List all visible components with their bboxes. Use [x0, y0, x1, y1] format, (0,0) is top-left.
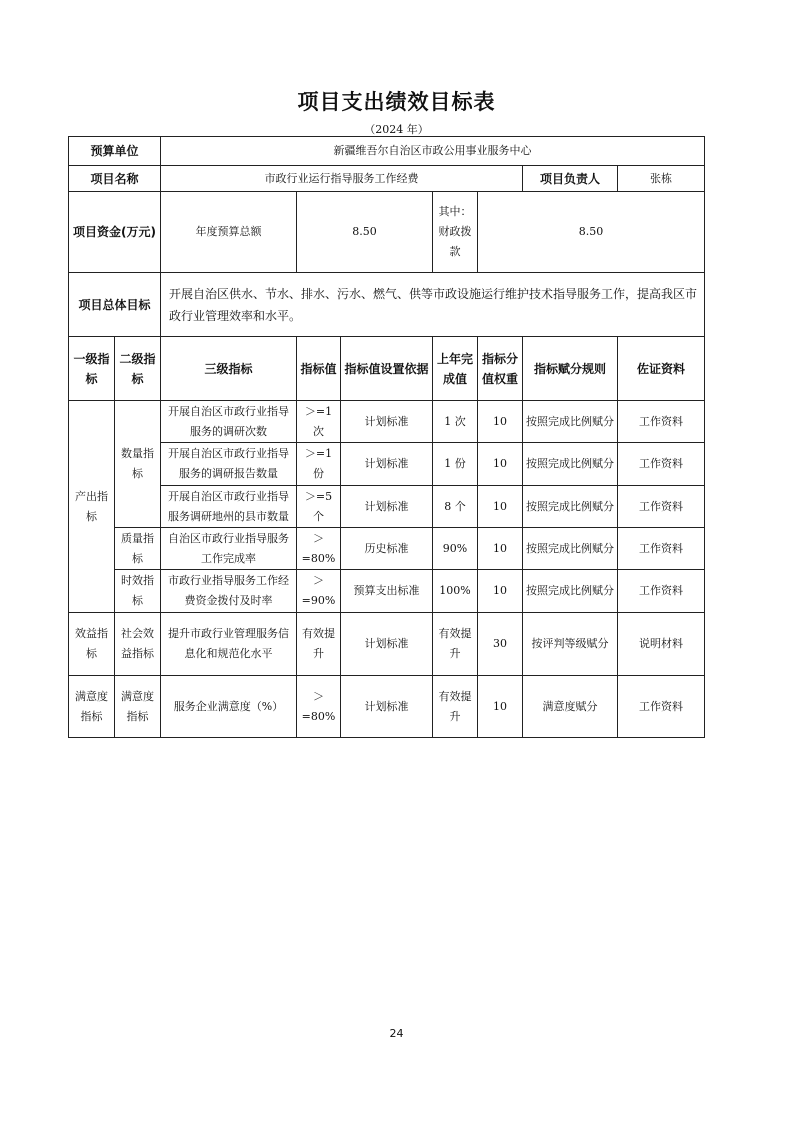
overall-goal-row [69, 273, 705, 337]
table-row [69, 528, 705, 570]
project-name-value: 市政行业运行指导服务工作经费 [161, 166, 523, 192]
table-row [69, 613, 705, 676]
table-row [69, 486, 705, 528]
weight: 10 [478, 570, 523, 613]
page-title: 项目支出绩效目标表 [297, 90, 496, 114]
last-year-value: 90% [433, 528, 478, 570]
indicator-basis: 计划标准 [341, 443, 433, 486]
scoring-rule: 按照完成比例赋分 [523, 401, 618, 443]
column-header-row [69, 337, 705, 401]
col-level3: 三级指标 [161, 337, 297, 401]
group-quantity: 数量指标 [115, 401, 161, 528]
indicator-basis: 计划标准 [341, 613, 433, 676]
indicator-value: ＞=1次 [297, 401, 341, 443]
annual-budget-value: 8.50 [297, 192, 433, 273]
annual-budget-label: 年度预算总额 [161, 192, 297, 273]
table-row [69, 570, 705, 613]
scoring-rule: 按照完成比例赋分 [523, 528, 618, 570]
indicator: 市政行业指导服务工作经费资金拨付及时率 [161, 570, 297, 613]
evidence: 工作资料 [618, 443, 705, 486]
indicator: 自治区市政行业指导服务工作完成率 [161, 528, 297, 570]
indicator: 开展自治区市政行业指导服务的调研次数 [161, 401, 297, 443]
col-last-year: 上年完成值 [433, 337, 478, 401]
weight: 10 [478, 676, 523, 738]
scoring-rule: 按照完成比例赋分 [523, 570, 618, 613]
project-leader-value: 张栋 [618, 166, 705, 192]
last-year-value: 有效提升 [433, 676, 478, 738]
weight: 10 [478, 443, 523, 486]
indicator-value: ＞=90% [297, 570, 341, 613]
indicator-value: ＞=80% [297, 528, 341, 570]
fiscal-value: 8.50 [478, 192, 705, 273]
indicator-value: ＞=5个 [297, 486, 341, 528]
col-level1: 一级指标 [69, 337, 115, 401]
last-year-value: 有效提升 [433, 613, 478, 676]
evidence: 说明材料 [618, 613, 705, 676]
budget-unit-value: 新疆维吾尔自治区市政公用事业服务中心 [161, 137, 705, 166]
group-satisfaction: 满意度指标 [69, 676, 115, 738]
group-satisfaction-sub: 满意度指标 [115, 676, 161, 738]
indicator-value: ＞=1份 [297, 443, 341, 486]
goal-label: 项目总体目标 [69, 273, 161, 337]
evidence: 工作资料 [618, 676, 705, 738]
group-quality: 质量指标 [115, 528, 161, 570]
last-year-value: 1 份 [433, 443, 478, 486]
budget-unit-label: 预算单位 [69, 137, 161, 166]
indicator: 提升市政行业管理服务信息化和规范化水平 [161, 613, 297, 676]
year-label: （2024 年） [364, 123, 429, 136]
performance-table [68, 136, 705, 738]
col-level2: 二级指标 [115, 337, 161, 401]
weight: 10 [478, 401, 523, 443]
project-name-row [69, 166, 705, 192]
table-row [69, 401, 705, 443]
table-row [69, 676, 705, 738]
budget-unit-row [69, 137, 705, 166]
col-value: 指标值 [297, 337, 341, 401]
scoring-rule: 按评判等级赋分 [523, 613, 618, 676]
project-name-label: 项目名称 [69, 166, 161, 192]
scoring-rule: 按照完成比例赋分 [523, 443, 618, 486]
col-weight: 指标分值权重 [478, 337, 523, 401]
page-number: 24 [389, 1027, 404, 1040]
indicator-basis: 预算支出标准 [341, 570, 433, 613]
weight: 10 [478, 486, 523, 528]
indicator: 开展自治区市政行业指导服务的调研报告数量 [161, 443, 297, 486]
indicator-basis: 计划标准 [341, 486, 433, 528]
table-row [69, 443, 705, 486]
col-rule: 指标赋分规则 [523, 337, 618, 401]
group-social: 社会效益指标 [115, 613, 161, 676]
indicator-value: ＞=80% [297, 676, 341, 738]
project-fund-row [69, 192, 705, 273]
indicator-value: 有效提升 [297, 613, 341, 676]
weight: 10 [478, 528, 523, 570]
project-leader-label: 项目负责人 [523, 166, 618, 192]
evidence: 工作资料 [618, 570, 705, 613]
fund-label: 项目资金(万元) [69, 192, 161, 273]
goal-value: 开展自治区供水、节水、排水、污水、燃气、供等市政设施运行维护技术指导服务工作，提高我区市政行业管理效率和水平。 [161, 273, 705, 337]
indicator-basis: 历史标准 [341, 528, 433, 570]
last-year-value: 1 次 [433, 401, 478, 443]
col-basis: 指标值设置依据 [341, 337, 433, 401]
scoring-rule: 满意度赋分 [523, 676, 618, 738]
evidence: 工作资料 [618, 486, 705, 528]
col-evidence: 佐证资料 [618, 337, 705, 401]
evidence: 工作资料 [618, 528, 705, 570]
indicator: 服务企业满意度（%） [161, 676, 297, 738]
group-timeliness: 时效指标 [115, 570, 161, 613]
group-output: 产出指标 [69, 401, 115, 613]
fiscal-label: 其中：财政拨款 [433, 192, 478, 273]
group-benefit: 效益指标 [69, 613, 115, 676]
last-year-value: 100% [433, 570, 478, 613]
evidence: 工作资料 [618, 401, 705, 443]
indicator: 开展自治区市政行业指导服务调研地州的县市数量 [161, 486, 297, 528]
scoring-rule: 按照完成比例赋分 [523, 486, 618, 528]
indicator-basis: 计划标准 [341, 676, 433, 738]
weight: 30 [478, 613, 523, 676]
last-year-value: 8 个 [433, 486, 478, 528]
indicator-basis: 计划标准 [341, 401, 433, 443]
